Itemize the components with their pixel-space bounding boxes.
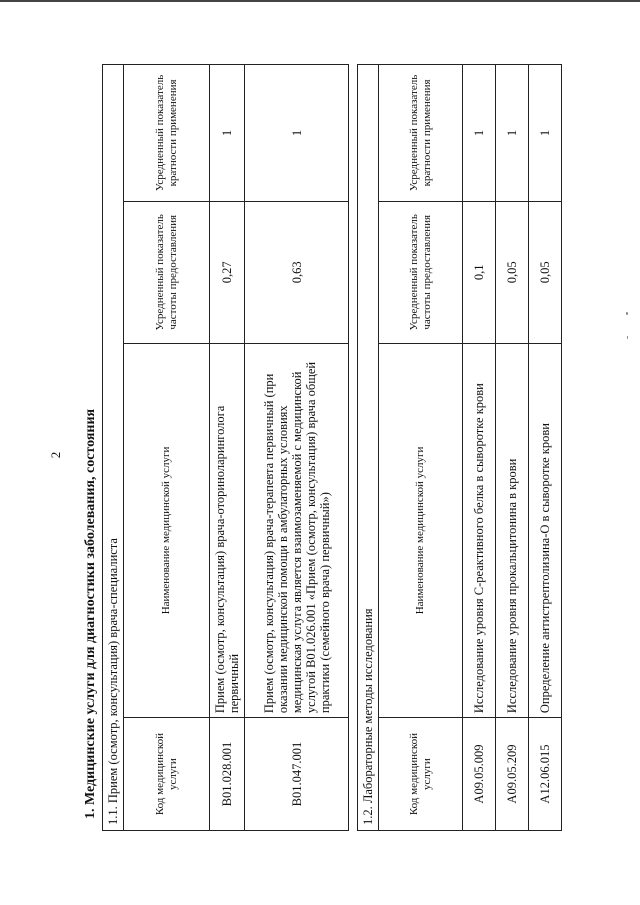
multiplicity-value: 1 — [245, 65, 349, 202]
header-name: Наименование медицинской услуги — [379, 343, 463, 717]
service-name: Исследование уровня прокальцитонина в крови — [496, 343, 529, 717]
service-name: Прием (осмотр, консультация) врача-оториноларинголога первичный — [210, 343, 245, 717]
table-row — [496, 65, 529, 831]
service-name: Определение антистрептолизина-О в сыворотке крови — [529, 343, 562, 717]
frequency-value: 0,05 — [529, 201, 562, 343]
multiplicity-value: 1 — [463, 65, 496, 202]
table-header-row — [379, 65, 463, 831]
service-name: Исследование уровня С-реактивного белка в сыворотке крови — [463, 343, 496, 717]
table-header-row — [124, 65, 210, 831]
table-subtitle-row — [358, 65, 379, 831]
table-subtitle: 1.2. Лабораторные методы исследования — [358, 65, 379, 831]
header-frequency: Усредненный показатель частоты предоставления — [124, 201, 210, 343]
table-subtitle-row — [103, 65, 124, 831]
service-code: A12.06.015 — [529, 718, 562, 831]
header-name: Наименование медицинской услуги — [124, 343, 210, 717]
multiplicity-value: 1 — [210, 65, 245, 202]
multiplicity-value: 1 — [529, 65, 562, 202]
header-multiplicity: Усредненный показатель кратности применения — [379, 65, 463, 202]
table-subtitle: 1.1. Прием (осмотр, консультация) врача-специалиста — [103, 65, 124, 831]
header-code: Код медицинской услуги — [379, 718, 463, 831]
service-code: A09.05.209 — [496, 718, 529, 831]
table-row — [463, 65, 496, 831]
header-code: Код медицинской услуги — [124, 718, 210, 831]
header-multiplicity: Усредненный показатель кратности применения — [124, 65, 210, 202]
specialist-consultation-table — [102, 64, 349, 831]
page-number: 2 — [48, 451, 63, 459]
frequency-value: 0,05 — [496, 201, 529, 343]
multiplicity-value: 1 — [496, 65, 529, 202]
service-name: Прием (осмотр, консультация) врача-терапевта первичный (при оказании медицинской помощи в амбулаторных условиях медицинская услуга является взаимозаменяемой с медицинской услугой B01.026.001 «Прием (осмотр, консультация) врача общей практики (семейного врача) первичный») — [245, 343, 349, 717]
section-title: 1. Медицинские услуги для диагностики заболевания, состояния — [83, 408, 98, 819]
table-row — [529, 65, 562, 831]
table-row — [210, 65, 245, 831]
frequency-value: 0,27 — [210, 201, 245, 343]
table-row — [245, 65, 349, 831]
service-code: B01.047.001 — [245, 718, 349, 831]
service-code: B01.028.001 — [210, 718, 245, 831]
service-code: A09.05.009 — [463, 718, 496, 831]
header-frequency: Усредненный показатель частоты предоставления — [379, 201, 463, 343]
frequency-value: 0,1 — [463, 201, 496, 343]
laboratory-methods-table — [357, 64, 562, 831]
frequency-value: 0,63 — [245, 201, 349, 343]
